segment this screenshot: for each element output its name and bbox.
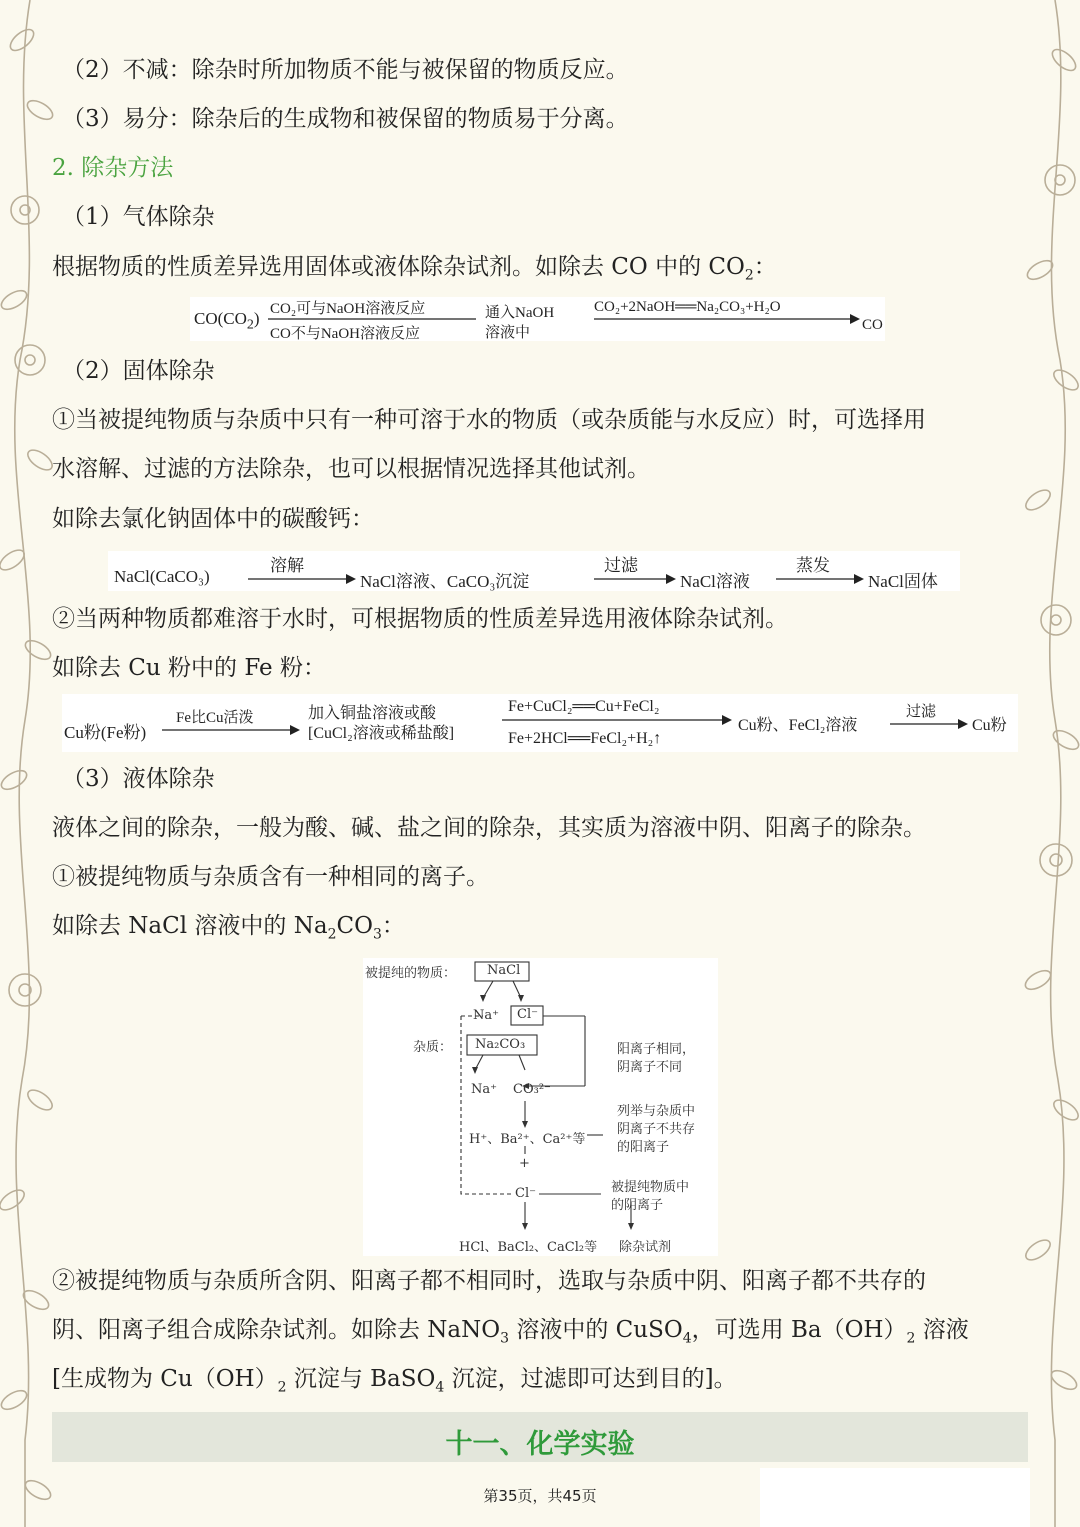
text-line: ②被提纯物质与杂质所含阴、阳离子都不相同时，选取与杂质中阴、阳离子都不共存的 bbox=[52, 1268, 926, 1294]
page-number: 第35页，共45页 bbox=[483, 1487, 597, 1505]
diagram-plus: + bbox=[519, 1156, 530, 1171]
diagram-note2: 阴离子不共存 bbox=[617, 1122, 696, 1137]
scheme3-reagent-bottom: [CuCl₂溶液或稀盐酸] bbox=[308, 725, 455, 742]
diagram-reagent: 除杂试剂 bbox=[619, 1240, 672, 1255]
scheme1-mid-bottom: 溶液中 bbox=[485, 325, 531, 341]
scheme3-equation1: Fe+CuCl₂══Cu+FeCl₂ bbox=[508, 698, 660, 715]
diagram-note1: 阳离子相同， bbox=[617, 1042, 696, 1057]
subheading-liquid: （3）液体除杂 bbox=[62, 766, 215, 792]
scheme2-start: NaCl(CaCO₃) bbox=[114, 567, 210, 586]
scheme2-arrow1-label: 溶解 bbox=[270, 556, 304, 575]
scheme2-arrow3-label: 蒸发 bbox=[796, 556, 830, 575]
scheme1-equation: CO₂+2NaOH══Na₂CO₃+H₂O bbox=[594, 299, 781, 315]
floral-border-left bbox=[0, 0, 60, 1527]
diagram-co3-ion: CO₃²⁻ bbox=[513, 1082, 551, 1097]
scheme1-start: $CO(CO_2)$ bbox=[194, 309, 260, 333]
diagram-note2: 的阳离子 bbox=[617, 1140, 670, 1155]
diagram-cl-ion-2: Cl⁻ bbox=[515, 1186, 536, 1201]
floral-border-right bbox=[1020, 0, 1080, 1527]
diagram-nacl: NaCl bbox=[487, 963, 521, 978]
subheading-solid: （2）固体除杂 bbox=[62, 358, 215, 384]
text-line: ①当被提纯物质与杂质中只有一种可溶于水的物质（或杂质能与水反应）时，可选择用 bbox=[52, 407, 926, 433]
diagram-note2: 列举与杂质中 bbox=[617, 1104, 696, 1119]
scheme3-arrow2-label: 过滤 bbox=[906, 704, 937, 720]
scheme3-arrow1-label: Fe比Cu活泼 bbox=[176, 710, 254, 726]
text-line: （2）不减：除杂时所加物质不能与被保留的物质反应。 bbox=[62, 57, 629, 83]
text-line: 阴、阳离子组合成除杂试剂。如除去 NaNO$_3$ 溶液中的 CuSO$_4$，可选用 $Ba(OH)_2$ 溶液 bbox=[52, 1317, 969, 1347]
diagram-note3: 被提纯物质中 bbox=[611, 1180, 690, 1195]
diagram-impurity-label: 杂质： bbox=[413, 1040, 453, 1055]
scheme1-lower-condition: CO不与NaOH溶液反应 bbox=[270, 326, 420, 342]
scheme3-step2: Cu粉、FeCl₂溶液 bbox=[738, 717, 858, 734]
section-header-band bbox=[52, 1412, 1028, 1462]
scheme3-reagent-top: 加入铜盐溶液或酸 bbox=[308, 705, 437, 722]
text-line: 液体之间的除杂，一般为酸、碱、盐之间的除杂，其实质为溶液中阴、阳离子的除杂。 bbox=[52, 815, 926, 841]
text-line: （3）易分：除杂后的生成物和被保留的物质易于分离。 bbox=[62, 106, 629, 132]
diagram-na2co3: Na₂CO₃ bbox=[475, 1037, 526, 1052]
diagram-purified-label: 被提纯的物质： bbox=[365, 966, 457, 981]
scheme1-mid-top: 通入NaOH bbox=[485, 305, 555, 321]
text-line: 水溶解、过滤的方法除杂，也可以根据情况选择其他试剂。 bbox=[52, 456, 650, 482]
text-line: 如除去 NaCl 溶液中的 $Na_2CO_3$： bbox=[52, 913, 405, 943]
scheme3-end: Cu粉 bbox=[972, 717, 1007, 734]
solid-purification-scheme bbox=[108, 551, 960, 591]
scheme3-equation2: Fe+2HCl══FeCl₂+H₂↑ bbox=[508, 730, 662, 747]
diagram-cations: H⁺、Ba²⁺、Ca²⁺等 bbox=[469, 1132, 586, 1147]
scheme3-start: Cu粉(Fe粉) bbox=[64, 723, 147, 742]
diagram-note3: 的阴离子 bbox=[611, 1198, 664, 1213]
scheme2-step3: NaCl溶液 bbox=[680, 572, 750, 591]
ion-removal-diagram bbox=[363, 958, 718, 1256]
diagram-products: HCl、BaCl₂、CaCl₂等 bbox=[459, 1240, 598, 1255]
subheading-gas: （1）气体除杂 bbox=[62, 204, 215, 230]
section-title: 十一、化学实验 bbox=[445, 1429, 635, 1460]
text-line: 如除去 Cu 粉中的 Fe 粉： bbox=[52, 655, 326, 681]
cu-fe-purification-scheme bbox=[62, 694, 1018, 752]
gas-purification-scheme bbox=[190, 297, 885, 341]
text-line: ①被提纯物质与杂质含有一种相同的离子。 bbox=[52, 864, 489, 890]
text-line: 根据物质的性质差异选用固体或液体除杂试剂。如除去 CO 中的 $CO_2$： bbox=[52, 254, 777, 284]
diagram-cl-ion: Cl⁻ bbox=[517, 1007, 538, 1022]
text-line: 如除去氯化钠固体中的碳酸钙： bbox=[52, 506, 374, 532]
scheme2-step2: NaCl溶液、CaCO₃沉淀 bbox=[360, 572, 530, 591]
scheme1-end: CO bbox=[862, 317, 883, 333]
subheading-methods: 2. 除杂方法 bbox=[52, 155, 174, 181]
diagram-na-ion: Na⁺ bbox=[473, 1008, 499, 1023]
diagram-na-ion-2: Na⁺ bbox=[471, 1082, 497, 1097]
scheme2-end: NaCl固体 bbox=[868, 572, 938, 591]
diagram-note1: 阴离子不同 bbox=[617, 1060, 683, 1075]
scheme2-arrow2-label: 过滤 bbox=[604, 556, 638, 575]
text-line: [生成物为 $Cu(OH)_2$ 沉淀与 BaSO$_4$ 沉淀，过滤即可达到目的]。 bbox=[52, 1366, 737, 1396]
scheme1-upper-condition: CO₂可与NaOH溶液反应 bbox=[270, 301, 426, 317]
text-line: ②当两种物质都难溶于水时，可根据物质的性质差异选用液体除杂试剂。 bbox=[52, 606, 788, 632]
